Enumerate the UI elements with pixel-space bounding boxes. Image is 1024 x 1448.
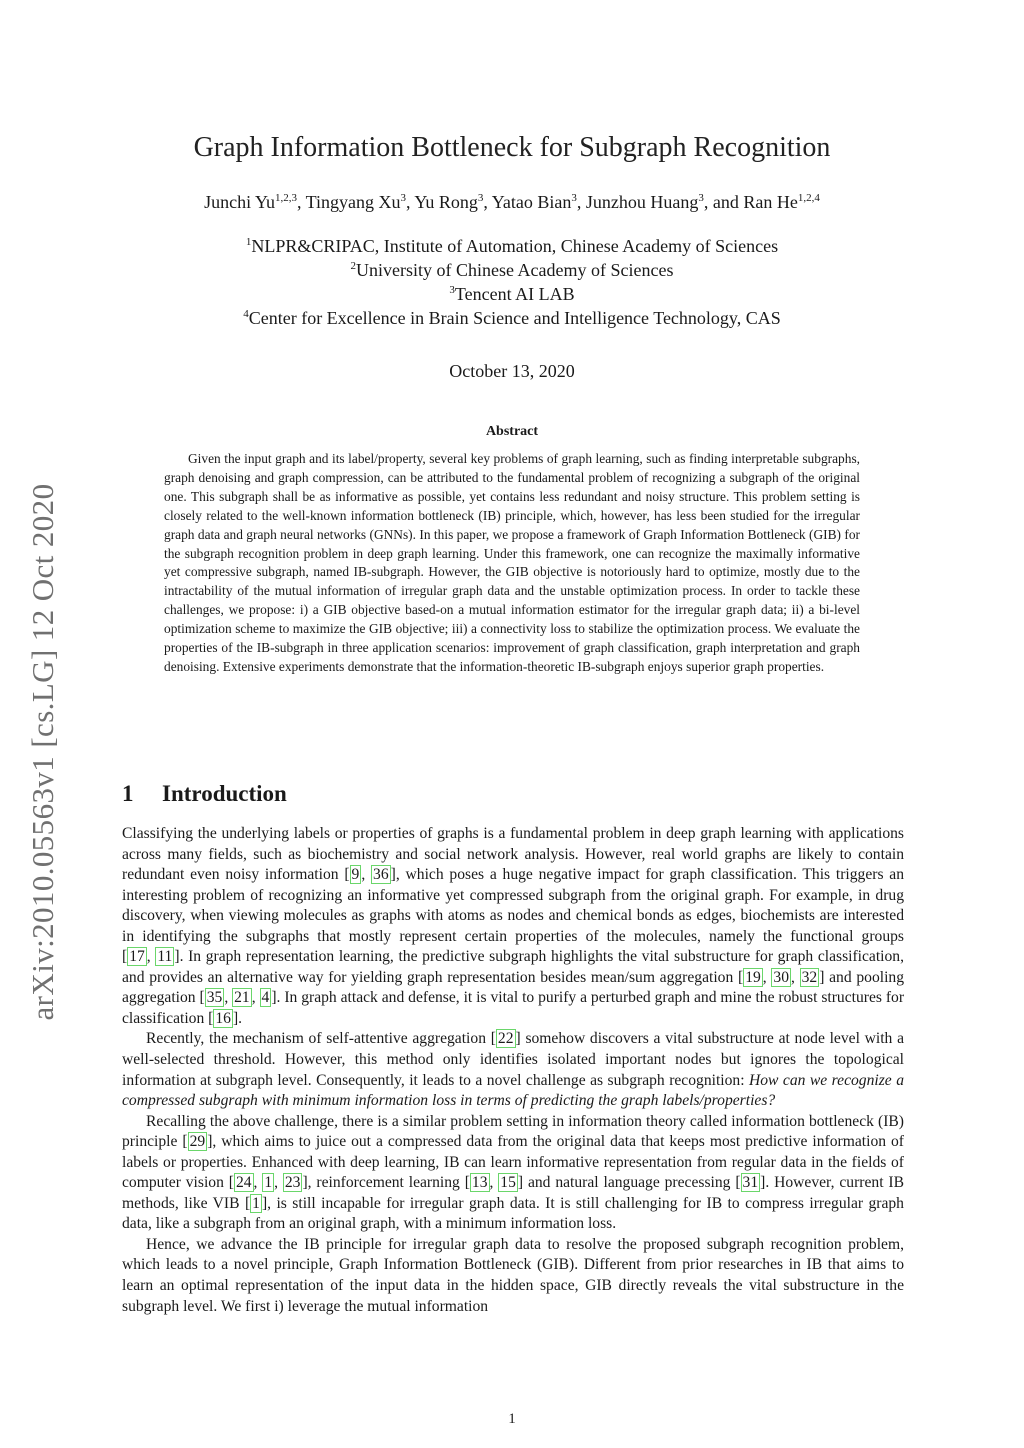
author-affiliation-mark: 3 (571, 192, 577, 204)
author (586, 192, 704, 212)
citation-group: [ 13 , 15 ] (464, 1174, 524, 1192)
paragraph-text: , is still incapable for irregular graph data. It is still challenging for IB to compress irregular graph data, like a subgraph from an original graph, with a minimum information loss. (122, 1194, 904, 1233)
paper-title: Graph Information Bottleneck for Subgraph Recognition (193, 132, 831, 163)
citation-group: [ 22 ] (490, 1030, 521, 1048)
author-list (0, 192, 1024, 213)
author-affiliation-mark: 3 (698, 192, 704, 204)
citation-link[interactable]: 1 (252, 1194, 260, 1212)
author-name: Yatao Bian (491, 192, 572, 212)
section-heading (122, 781, 287, 807)
citation-group: [ 19 , 30 , 32 ] (737, 968, 825, 986)
abstract-body (164, 450, 860, 677)
paragraph-text: , which aims to juice out a compressed data from the original data that keeps most predictive information of labels or properties. Enhanced with deep learning, IB can learn informative representation from regular data in the fields of computer vision (122, 1133, 904, 1192)
author (743, 192, 819, 212)
paragraph-text: Recalling the above challenge, there is a similar problem setting in information theory called information bottleneck (IB) principle (122, 1112, 904, 1151)
author-affiliation-mark: 1,2,3 (274, 192, 297, 204)
author-separator: , (296, 192, 306, 212)
paragraph-text: and natural language precessing (523, 1174, 736, 1192)
affiliation (0, 282, 1024, 306)
author-separator: , (576, 192, 586, 212)
author-name: Ran He (743, 192, 798, 212)
page-number: 1 (508, 1411, 516, 1427)
author (204, 192, 297, 212)
paragraph-text: . In graph representation learning, the predictive subgraph highlights the vital substructure for graph classification, and provides an alternative way for yielding graph representation besides mean/sum aggregation (122, 948, 905, 986)
paragraph-text: Recently, the mechanism of self-attentive aggregation (146, 1030, 491, 1048)
paragraph (122, 824, 904, 1029)
author-affiliation-mark: 1,2,4 (797, 192, 820, 204)
citation-link[interactable]: 31 (742, 1174, 759, 1192)
citation-group: [ 16 ] (208, 1009, 239, 1027)
paragraph-text: somehow discovers a vital substructure at node level with a well-selected threshold. However, this method only identifies isolated important nodes but ignores the topological information at subgraph level. Consequently, it leads to a novel challenge as subgraph recognition: (122, 1030, 904, 1089)
author-affiliation-mark: 3 (477, 192, 484, 204)
author (306, 192, 406, 212)
affiliation (0, 258, 1024, 282)
affiliation-list (0, 234, 1024, 330)
citation-group: [ 29 ] (182, 1133, 213, 1151)
paragraph-text: . (238, 1009, 243, 1027)
paragraph (122, 1112, 904, 1235)
citation-link[interactable]: 16 (215, 1009, 231, 1027)
citation-group: [ 17 , 11 ] (122, 948, 180, 966)
paragraph-text: , reinforcement learning (307, 1174, 465, 1192)
citation-link[interactable]: 13 (471, 1174, 488, 1192)
paragraph (122, 1235, 904, 1317)
affiliation-text: NLPR&CRIPAC, Institute of Automation, Chinese Academy of Sciences (251, 236, 779, 256)
citation-link[interactable]: 19 (745, 968, 761, 986)
paper-date: October 13, 2020 (449, 361, 575, 381)
research-question: How can we recognize a compressed subgraph with minimum information loss in terms of predicting the graph labels/properties? (122, 1071, 904, 1110)
citation-link[interactable]: 11 (157, 948, 173, 966)
citation-link[interactable]: 9 (351, 866, 360, 884)
abstract-heading: Abstract (485, 424, 539, 439)
abstract-text: Given the input graph and its label/property, several key problems of graph learning, such as finding interpretable subgraphs, graph denoising and graph compression, can be attributed to the fundamental problem of recognizing a subgraph of the original one. This subgraph shall be as informative as possible, yet contains less redundant and noisy structure. This problem setting is closely related to the well-known information bottleneck (IB) principle, which, however, has less been studied for the irregular graph data and graph neural networks (GNNs). In this paper, we propose a framework of Graph Information Bottleneck (GIB) for the subgraph recognition problem in deep graph learning. Under this framework, one can recognize the maximally informative yet compressive subgraph, named IB-subgraph. However, the GIB objective is notoriously hard to optimize, mostly due to the intractability of the mutual information of irregular graph data and the unstable optimization process. In order to tackle these challenges, we propose: i) a GIB objective based-on a mutual information estimator for the irregular graph data; ii) a bi-level optimization scheme to maximize the GIB objective; iii) a connectivity loss to stabilize the optimization process. We evaluate the properties of the IB-subgraph in three application scenarios: improvement of graph classification, graph interpretation and graph denoising. Extensive experiments demonstrate that the information-theoretic IB-subgraph enjoys superior graph properties. (164, 451, 860, 674)
affiliation-mark: 4 (243, 308, 249, 320)
author-name: Yu Rong (414, 192, 478, 212)
paragraph-text: Classifying the underlying labels or properties of graphs is a fundamental problem in deep graph learning with applications across many fields, such as biochemistry and social network analysis. However, real world graphs are likely to contain redundant even noisy information (122, 825, 904, 884)
paragraph-text: and pooling aggregation (122, 968, 905, 1007)
affiliation (0, 234, 1024, 258)
citation-link[interactable]: 29 (189, 1133, 206, 1151)
paragraph-text: , which poses a huge negative impact for graph classification. This triggers an interesting problem of recognizing an informative yet compressed subgraph from the original graph. For example, in drug discovery, when viewing molecules as graphs with atoms as nodes and chemical bonds as edges, biochemists are interested in identifying the subgraphs that mostly represent certain properties of the molecules, namely the functional groups (122, 866, 905, 945)
affiliation-text: University of Chinese Academy of Sciences (356, 260, 674, 280)
citation-link[interactable]: 1 (264, 1174, 273, 1192)
citation-link[interactable]: 4 (261, 989, 270, 1007)
citation-link[interactable]: 15 (500, 1174, 516, 1192)
affiliation-mark: 2 (350, 260, 357, 272)
paragraph-text: . However, current IB methods, like VIB (122, 1174, 904, 1212)
citation-group: [ 24 , 1 , 23 ] (228, 1174, 308, 1192)
citation-link[interactable]: 35 (206, 989, 223, 1007)
affiliation-mark: 1 (245, 236, 252, 248)
citation-link[interactable]: 36 (373, 866, 389, 884)
author-affiliation-mark: 3 (400, 192, 407, 204)
author (414, 192, 483, 212)
citation-link[interactable]: 22 (497, 1030, 514, 1048)
affiliation-text: Tencent AI LAB (454, 284, 575, 304)
paragraph (122, 1029, 904, 1111)
citation-link[interactable]: 23 (284, 1174, 301, 1192)
paragraph-text: . In graph attack and defense, it is vital to purify a perturbed graph and mine the robust structures for classification (122, 989, 905, 1027)
citation-link[interactable]: 17 (129, 948, 145, 966)
paragraph-text: Hence, we advance the IB principle for irregular graph data to resolve the proposed subgraph recognition problem, which leads to a novel principle, Graph Information Bottleneck (GIB). Different from prior researches in IB that aims to learn an optimal representation of the input data in the hidden space, GIB directly reveals the vital substructure in the subgraph level. We first i) leverage the mutual information (122, 1235, 904, 1315)
citation-link[interactable]: 32 (801, 968, 818, 986)
introduction-body (122, 824, 904, 1317)
citation-group: [ 1 ] (244, 1194, 268, 1212)
arxiv-identifier: arXiv:2010.05563v1 [cs.LG] 12 Oct 2020 (25, 483, 60, 1021)
affiliation-mark: 3 (449, 284, 455, 296)
citation-link[interactable]: 21 (234, 989, 250, 1007)
section-number: 1 (122, 781, 134, 806)
arxiv-sidebar (18, 452, 68, 1052)
citation-link[interactable]: 30 (773, 968, 789, 986)
author-name: Junzhou Huang (585, 192, 699, 212)
citation-group: [ 9 , 36 ] (344, 866, 396, 884)
author-name: Tingyang Xu (305, 192, 401, 212)
author-separator: , and (703, 192, 744, 212)
citation-group: [ 31 ] (735, 1174, 766, 1192)
author (492, 192, 577, 212)
citation-link[interactable]: 24 (235, 1174, 252, 1192)
author-name: Junchi Yu (204, 192, 275, 212)
author-separator: , (483, 192, 492, 212)
section-title: Introduction (162, 781, 287, 806)
affiliation-text: Center for Excellence in Brain Science and Intelligence Technology, CAS (248, 308, 781, 328)
citation-group: [ 35 , 21 , 4 ] (199, 989, 277, 1007)
author-separator: , (406, 192, 415, 212)
affiliation (0, 306, 1024, 330)
